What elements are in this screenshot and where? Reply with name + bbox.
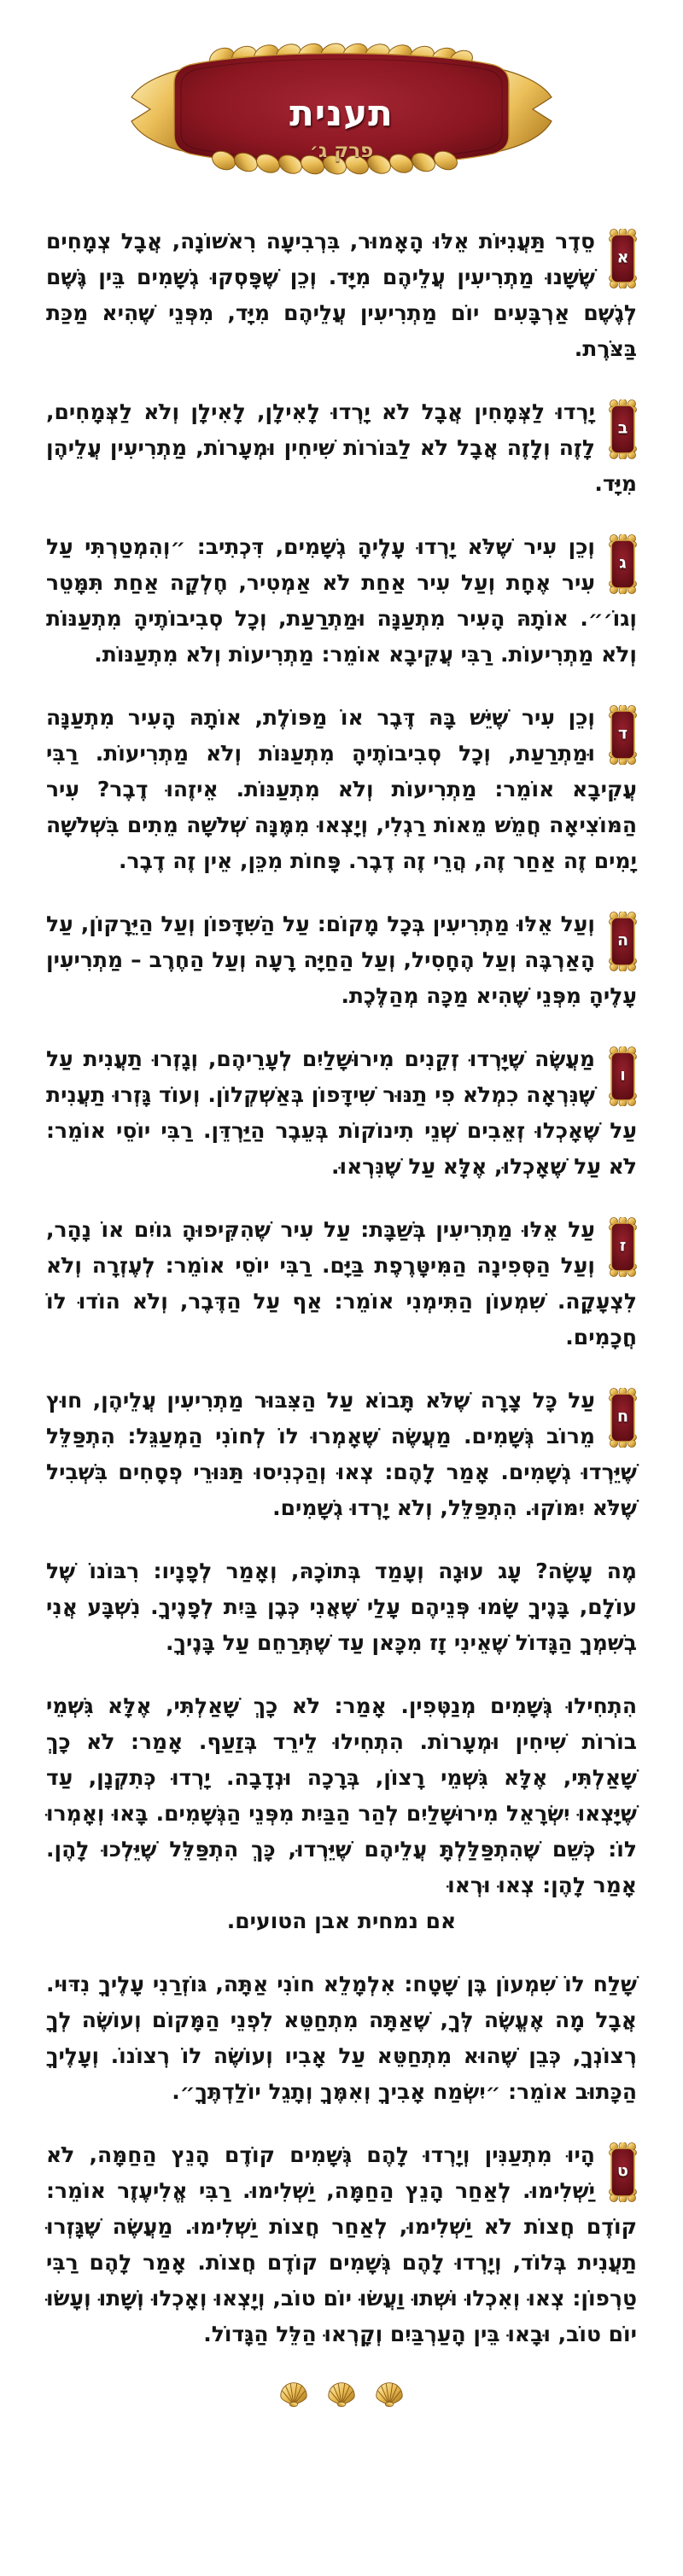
mishnah-text-column <box>46 224 637 2352</box>
shell-icon <box>325 2380 358 2409</box>
continuation-text: הִתְחִילוּ גְּשָׁמִים מְנַטְּפִין. אָמַר: לֹא כָךְ שָׁאַלְתִּי, אֶלָּא גִּשְׁמֵי בוֹרוֹת שִׁיחִין וּמְעָרוֹת. הִתְחִילוּ לֵירֵד בְּזַעַף. אָמַר: לֹא כָךְ שָׁאַלְתִּי, אֶלָּא גִּשְׁמֵי רָצוֹן, בְּרָכָה וּנְדָבָה. יָרְדוּ כְּתִקְנָן, עַד שֶׁיָּצְאוּ יִשְׂרָאֵל מִירוּשָׁלַיִם לְהַר הַבַּיִת מִפְּנֵי הַגְּשָׁמִים. בָּאוּ וְאָמְרוּ לוֹ: כְּשֵׁם שֶׁהִתְפַּלַּלְתָּ עֲלֵיהֶם שֶׁיֵּרְדוּ, כָּךְ הִתְפַּלֵּל שֶׁיֵּלְכוּ לָהֶן. אָמַר לָהֶן: צְאוּ וּרְאוּ <box>46 1693 637 1897</box>
mishnah-letter: ז <box>619 1236 627 1256</box>
mishnah-marker <box>609 1388 637 1448</box>
mishnah-text: וְכֵן עִיר שֶׁלֹּא יָרְדוּ עָלֶיהָ גְשָׁמִים, דִּכְתִיב: ״וְהִמְטַרְתִּי עַל עִיר אֶחָת וְעַל עִיר אַחַת לֹא אַמְטִיר, חֶלְקָה אַחַת תִּמָּטֵר וְגוֹ׳״. אוֹתָהּ הָעִיר מִתְעַנָּה וּמַתְרַעַת, וְכָל סְבִיבוֹתֶיהָ מִתְעַנּוֹת וְלֹא מַתְרִיעוֹת. רַבִּי עֲקִיבָא אוֹמֵר: מַתְרִיעוֹת וְלֹא מִתְעַנּוֹת. <box>46 534 637 667</box>
mishnah-block-2 <box>46 394 637 502</box>
mishnah-text: הָיוּ מִתְעַנִּין וְיָרְדוּ לָהֶם גְּשָׁמִים קוֹדֶם הָנֵץ הַחַמָּה, לֹא יַשְׁלִימוּ. לְאַחַר הָנֵץ הַחַמָּה, יַשְׁלִימוּ. רַבִּי אֱלִיעֶזֶר אוֹמֵר: קוֹדֶם חֲצוֹת לֹא יַשְׁלִימוּ, לְאַחַר חֲצוֹת יַשְׁלִימוּ. מַעֲשֶׂה שֶׁגָּזְרוּ תַעֲנִית בְּלוֹד, וְיָרְדוּ לָהֶם גְּשָׁמִים קוֹדֶם חֲצוֹת. אָמַר לָהֶם רַבִּי טַרְפוֹן: צְאוּ וְאִכְלוּ וּשְׁתוּ וַעֲשׂוּ יוֹם טוֹב, וְיָצְאוּ וְאָכְלוּ וְשָׁתוּ וְעָשׂוּ יוֹם טוֹב, וּבָאוּ בֵּין הָעַרְבַּיִם וְקָרְאוּ הַלֵּל הַגָּדוֹל. <box>46 2142 637 2346</box>
mishnah-text: וְכֵן עִיר שֶׁיֵּשׁ בָּהּ דֶּבֶר אוֹ מַפּוֹלֶת, אוֹתָהּ הָעִיר מִתְעַנָּה וּמַתְרַעַת, וְכָל סְבִיבוֹתֶיהָ מִתְעַנּוֹת וְלֹא מַתְרִיעוֹת. רַבִּי עֲקִיבָא אוֹמֵר: מַתְרִיעוֹת וְלֹא מִתְעַנּוֹת. אֵיזֶהוּ דֶבֶר? עִיר הַמּוֹצִיאָה חֲמֵשׁ מֵאוֹת רַגְלִי, וְיָצְאוּ מִמֶּנָּה שְׁלֹשָׁה מֵתִים בִּשְׁלֹשָׁה יָמִים זֶה אַחַר זֶה, הֲרֵי זֶה דֶבֶר. פָּחוֹת מִכֵּן, אֵין זֶה דֶבֶר. <box>46 705 637 873</box>
mishnah-letter: ג <box>619 553 627 573</box>
mishnah-marker <box>609 2142 637 2202</box>
mishnah-letter: ד <box>617 724 628 743</box>
shell-icon <box>373 2380 406 2409</box>
mishnah-marker <box>609 229 637 288</box>
mishnah-marker <box>609 1046 637 1106</box>
mishnah-8-continuation-3: שָׁלַח לוֹ שִׁמְעוֹן בֶּן שָׁטָח: אִלְמָלֵא חוֹנִי אַתָּה, גּוֹזְרַנִי עָלֶיךָ נִדּוּי. אֲבָל מָה אֶעֱשֶׂה לְּךָ, שֶׁאַתָּה מִתְחַטֵּא לִפְנֵי הַמָּקוֹם וְעוֹשֶׂה לְךָ רְצוֹנְךָ, כְּבֵן שֶׁהוּא מִתְחַטֵּא עַל אָבִיו וְעוֹשֶׂה לוֹ רְצוֹנוֹ. וְעָלֶיךָ הַכָּתוּב אוֹמֵר: ״יִשְׂמַח אָבִיךָ וְאִמֶּךָ וְתָגֵל יוֹלַדְתֶּךָ״. <box>46 1972 637 2104</box>
mishnah-letter: א <box>616 248 629 267</box>
footer-ornaments <box>0 2380 683 2409</box>
mishnah-letter: ה <box>616 930 629 950</box>
centered-quote-line: אם נמחית אבן הטועים. <box>226 1909 457 1933</box>
mishnah-text: מַעֲשֶׂה שֶׁיָּרְדוּ זְקֵנִים מִירוּשָׁלַיִם לְעָרֵיהֶם, וְגָזְרוּ תַעֲנִית עַל שֶׁנִּרְאָה כִמְלֹא פִי תַנּוּר שִׁידָּפוֹן בְּאַשְׁקְלוֹן. וְעוֹד גָּזְרוּ תַעֲנִית עַל שֶׁאָכְלוּ זְאֵבִים שְׁנֵי תִינוֹקוֹת בְּעֵבֶר הַיַּרְדֵּן. רַבִּי יוֹסֵי אוֹמֵר: לֹא עַל שֶׁאָכְלוּ, אֶלָּא עַל שֶׁנִּרְאוּ. <box>46 1046 637 1179</box>
mishnah-text: וְעַל אֵלּוּ מַתְרִיעִין בְּכָל מָקוֹם: עַל הַשִּׁדָּפוֹן וְעַל הַיֵּרָקוֹן, עַל הָאַרְבֶּה וְעַל הֶחָסִיל, וְעַל הַחַיָּה רָעָה וְעַל הַחֶרֶב – מַתְרִיעִין עָלֶיהָ מִפְּנֵי שֶׁהִיא מַכָּה מְהַלֶּכֶת. <box>46 912 637 1008</box>
chapter-subtitle: פרק ג׳ <box>309 140 374 162</box>
book-title: תענית <box>289 92 394 134</box>
mishnah-marker <box>609 399 637 459</box>
mishnah-letter: ב <box>617 418 628 438</box>
mishnah-text: סֵדֶר תַּעֲנִיּוֹת אֵלּוּ הָאָמוּר, בִּרְבִיעָה רִאשׁוֹנָה, אֲבָל צְמָחִים שֶׁשָּׁנוּ מַתְרִיעִין עֲלֵיהֶם מִיָּד. וְכֵן שֶׁפָּסְקוּ גְשָׁמִים בֵּין גֶּשֶׁם לְגֶשֶׁם אַרְבָּעִים יוֹם מַתְרִיעִין עֲלֵיהֶם מִיָּד, מִפְּנֵי שֶׁהִיא מַכַּת בַּצֹּרֶת. <box>46 229 637 361</box>
mishnah-block-1 <box>46 224 637 367</box>
mishnah-letter: ט <box>617 2161 628 2181</box>
mishnah-block-4 <box>46 700 637 879</box>
mishnah-block-7 <box>46 1212 637 1355</box>
mishnah-block-8 <box>46 1383 637 1526</box>
mishnah-text: עַל אֵלּוּ מַתְרִיעִין בְּשַׁבָּת: עַל עִיר שֶׁהִקִּיפוּהָ גוֹיִם אוֹ נָהָר, וְעַל הַסְּפִינָה הַמִּיטָּרֶפֶת בַּיָּם. רַבִּי יוֹסֵי אוֹמֵר: לְעֶזְרָה וְלֹא לִצְעָקָה. שִׁמְעוֹן הַתִּימְנִי אוֹמֵר: אַף עַל הַדֶּבֶר, וְלֹא הוֹדוּ לוֹ חֲכָמִים. <box>46 1217 637 1349</box>
mishnah-text: יָרְדוּ לַצְּמָחִין אֲבָל לֹא יָרְדוּ לָאִילָן, לָאִילָן וְלֹא לַצְּמָחִים, לָזֶה וְלָזֶה אֲבָל לֹא לַבּוֹרוֹת שִׁיחִין וּמְעָרוֹת, מַתְרִיעִין עֲלֵיהֶן מִיָּד. <box>46 399 637 496</box>
header-banner <box>111 20 572 198</box>
mishnah-letter: ח <box>616 1407 629 1426</box>
mishnah-text: עַל כָּל צָרָה שֶׁלֹּא תָּבוֹא עַל הַצִּבּוּר מַתְרִיעִין עֲלֵיהֶן, חוּץ מֵרוֹב גְּשָׁמִים. מַעֲשֶׂה שֶׁאָמְרוּ לוֹ לְחוֹנִי הַמְעַגֵּל: הִתְפַּלֵּל שֶׁיֵּרְדוּ גְשָׁמִים. אָמַר לָהֶם: צְאוּ וְהַכְנִיסוּ תַּנּוּרֵי פְסָחִים בִּשְׁבִיל שֶׁלֹּא יִמּוֹקוּ. הִתְפַּלֵּל, וְלֹא יָרְדוּ גְשָׁמִים. <box>46 1388 637 1520</box>
mishnah-block-3 <box>46 529 637 673</box>
mishnah-marker <box>609 705 637 765</box>
mishnah-8-continuation-1: מֶה עָשָׂה? עָג עוּגָה וְעָמַד בְּתוֹכָהּ, וְאָמַר לְפָנָיו: רִבּוֹנוֹ שֶׁל עוֹלָם, בָּנֶיךָ שָׂמוּ פְּנֵיהֶם עָלַי שֶׁאֲנִי כְּבֶן בַּיִת לְפָנֶיךָ. נִשְׁבָּע אֲנִי בְשִׁמְךָ הַגָּדוֹל שֶׁאֵינִי זָז מִכָּאן עַד שֶׁתְּרַחֵם עַל בָּנֶיךָ. <box>46 1559 637 1655</box>
mishnah-marker <box>609 534 637 594</box>
mishnah-block-5 <box>46 906 637 1014</box>
mishnah-block-9 <box>46 2137 637 2352</box>
mishnah-block-6 <box>46 1041 637 1185</box>
mishnah-letter: ו <box>620 1065 626 1085</box>
mishnah-8-continuation-2 <box>46 1688 637 1939</box>
mishnah-marker <box>609 912 637 971</box>
mishnah-marker <box>609 1217 637 1277</box>
shell-icon <box>277 2380 310 2409</box>
